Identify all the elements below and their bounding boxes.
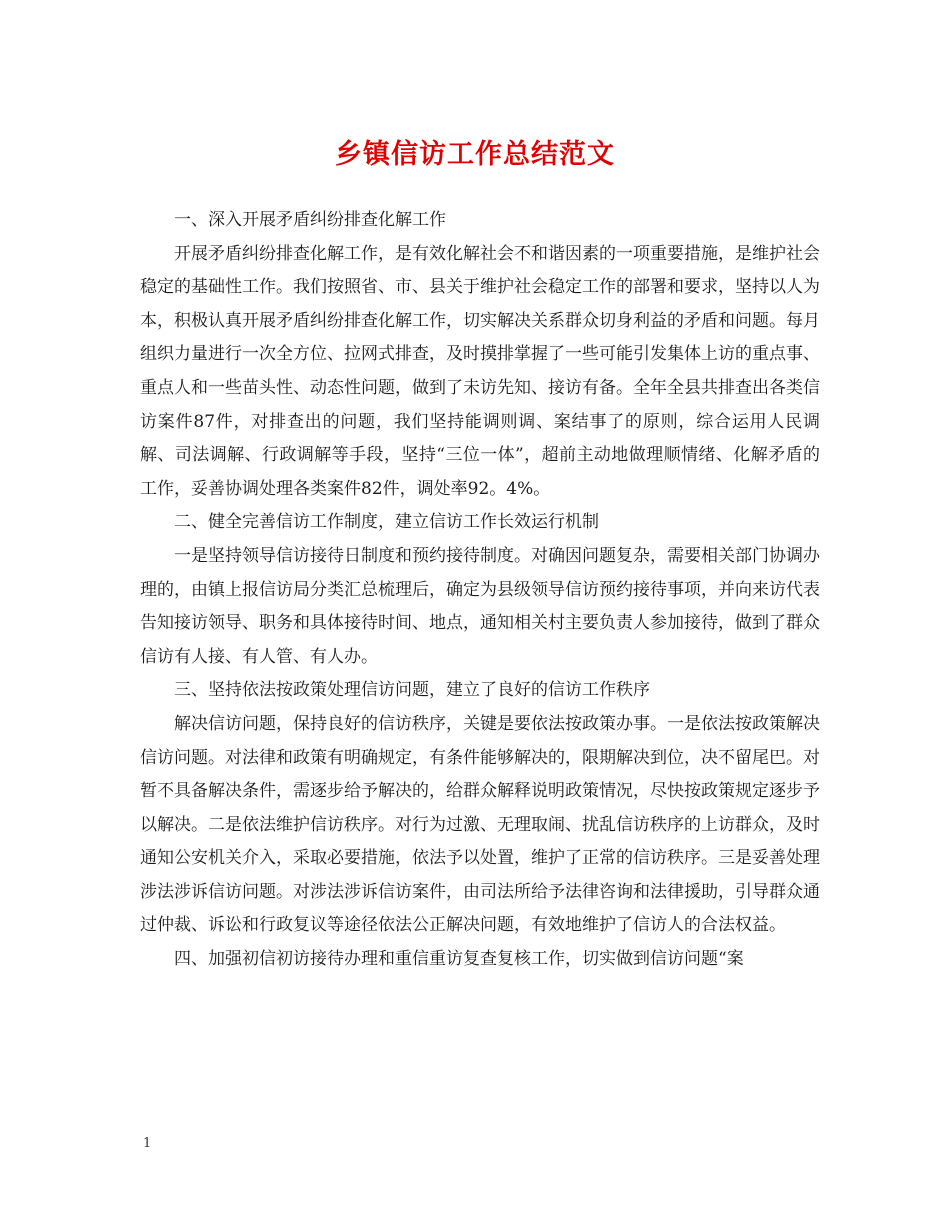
section-2-heading: 二、健全完善信访工作制度，建立信访工作长效运行机制 xyxy=(174,512,599,533)
section-2-paragraph: 一是坚持领导信访接待日制度和预约接待制度。对确因问题复杂，需要相关部门协调办理的，由镇上报信访局分类汇总梳理后，确定为县级领导信访预约接待事项，并向来访代表告知接访领导、职务和具体接待时间、地点，通知相关村主要负责人参加接待，做到了群众信访有人接、有人管、有人办。 xyxy=(140,545,820,667)
document-title: 乡镇信访工作总结范文 xyxy=(335,139,615,170)
section-4-heading: 四、加强初信初访接待办理和重信重访复查复核工作，切实做到信访问题“案 xyxy=(174,949,744,970)
section-3-paragraph: 解决信访问题，保持良好的信访秩序，关键是要依法按政策办事。一是依法按政策解决信访问题。对法律和政策有明确规定，有条件能够解决的，限期解决到位，决不留尾巴。对暂不具备解决条件，需逐步给予解决的，给群众解释说明政策情况，尽快按政策规定逐步予以解决。二是依法维护信访秩序。对行为过激、无理取闹、扰乱信访秩序的上访群众，及时通知公安机关介入，采取必要措施，依法予以处置，维护了正常的信访秩序。三是妥善处理涉法涉诉信访问题。对涉法涉诉信访案件，由司法所给予法律咨询和法律援助，引导群众通过仲裁、诉讼和行政复议等途径依法公正解决问题，有效地维护了信访人的合法权益。 xyxy=(140,713,820,936)
section-3-heading: 三、坚持依法按政策处理信访问题，建立了良好的信访工作秩序 xyxy=(174,680,650,701)
section-1-heading: 一、深入开展矛盾纠纷排查化解工作 xyxy=(174,210,446,230)
page-number: 1 xyxy=(143,1136,152,1151)
document-body xyxy=(140,204,820,977)
section-1-paragraph: 开展矛盾纠纷排查化解工作，是有效化解社会不和谐因素的一项重要措施，是维护社会稳定的基础性工作。我们按照省、市、县关于维护社会稳定工作的部署和要求，坚持以人为本，积极认真开展矛盾纠纷排查化解工作，切实解决关系群众切身利益的矛盾和问题。每月组织力量进行一次全方位、拉网式排查，及时摸排掌握了一些可能引发集体上访的重点事、重点人和一些苗头性、动态性问题，做到了未访先知、接访有备。全年全县共排查出各类信访案件87件，对排查出的问题，我们坚持能调则调、案结事了的原则，综合运用人民调解、司法调解、行政调解等手段，坚持“三位一体”，超前主动地做理顺情绪、化解矛盾的工作，妥善协调处理各类案件82件，调处率92。4%。 xyxy=(140,243,820,499)
